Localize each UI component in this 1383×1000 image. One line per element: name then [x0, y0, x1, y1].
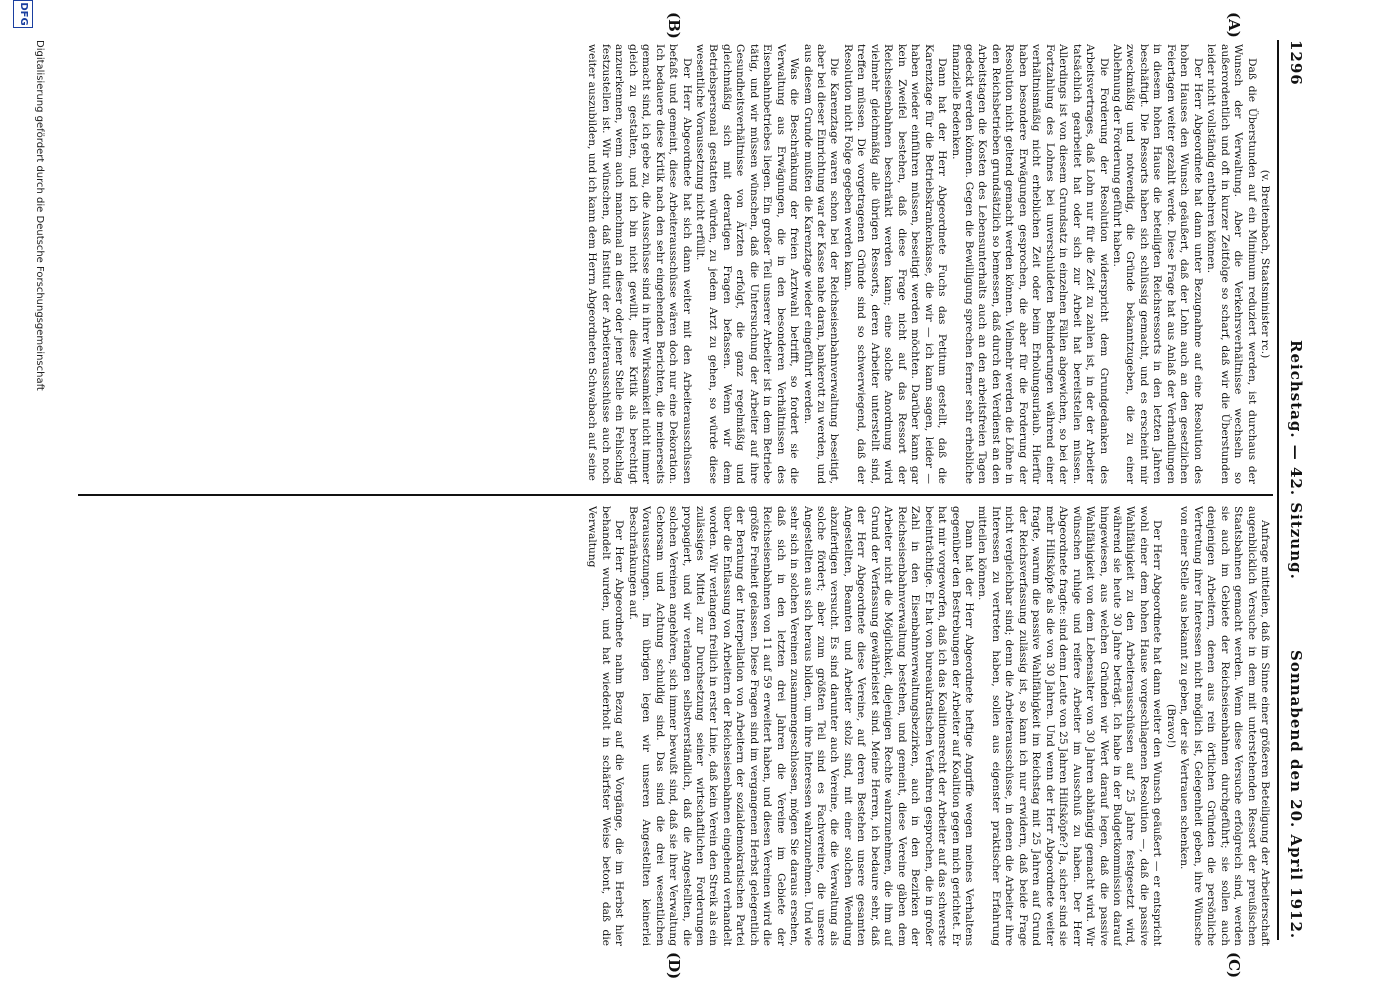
page-header	[1283, 40, 1305, 940]
left-text-column	[81, 44, 1271, 484]
paragraph: Der Herr Abgeordnete hat dann unter Bezugnahme auf eine Resolution des hohen Hauses den Wunsch geäußert, daß der Lohn auch an den gesetzlichen Feiertagen weiter gezahlt werde. Diese Frage hat aus Anlaß der Verhandlungen in diesem hohen Hause die beteiligten Reichsressorts in den letzten Jahren beschäftigt. Die Ressorts haben sich schlüssig gemacht, und es erscheint mir zweckmäßig und notwendig, die Gründe bekanntzugeben, die zu einer Ablehnung der Forderung geführt haben.	[1111, 44, 1204, 484]
dfg-logo-icon: DFG	[13, 0, 33, 28]
paragraph: Was die Beschränkung der freien Arztwahl betrifft, so fordert sie die Verwaltung aus Erwägungen, die in den besonderen Verhältnissen des Eisenbahnbetriebes liegen. Ein großer Teil unserer Arbeiter ist in dem Betriebe tätig, und wir müssen wünschen, daß die Untersuchung der Arbeiter auf ihre Gesundheitsverhältnisse von Ärzten erfolgt, die ganz regelmäßig und gleichmäßig sich mit derartigen Fragen befassen. Wenn wir dem Betriebspersonal gestatten würden, zu jedem Arzt zu gehen, so würde diese wesentliche Voraussetzung nicht erfüllt.	[693, 44, 801, 484]
digitization-credit: Digitalisierung gefördert durch die Deutsche Forschungsgemeinschaft	[34, 40, 45, 391]
paragraph: Anfrage mitteilen, daß im Sinne einer größeren Beteiligung der Arbeiterschaft augenblicklich Versuche in dem mit unterstehenden Ressort der preußischen Staatsbahnen gemacht werden. Wenn diese Versuche erfolgreich sind, werden sie auch im Gebiete der Reichseisenbahnen durchgeführt; sie sollen auch denjenigen Arbeitern, denen aus rein örtlichen Gründen die persönliche Vertretung ihrer Interessen nicht möglich ist, Gelegenheit geben, ihre Wünsche von einer Stelle aus bekannt zu geben, der sie Vertrauen schenken.	[1178, 506, 1271, 946]
right-text-column	[81, 506, 1271, 946]
paragraph: Die Forderung der Resolution widerspricht dem Grundgedanken des Arbeitsvertrages, daß Lohn nur für die Zeit zu zahlen ist, in der der Arbeiter tatsächlich gearbeitet hat oder sich zur Arbeit hat bereitstellen müssen. Allerdings ist von diesem Grundsatz in einzelnen Fällen abgewichen, so bei der Fortzahlung des Lohnes bei unverschuldeten Behinderungen während einer verhältnismäßig nicht erheblichen Zeit oder beim Erholungsurlaub. Hierfür haben besondere Erwägungen gesprochen, die aber für die Forderung der Resolution nicht geltend gemacht werden können. Vielmehr werden die Löhne in den Reichsbetrieben grundsätzlich so bemessen, daß durch den Verdienst an den Arbeitstagen die Kosten des Lebensunterhalts auch an den arbeitsfreien Tagen gedeckt werden können. Gegen die Bewilligung sprechen ferner sehr erhebliche finanzielle Bedenken.	[949, 44, 1110, 484]
paragraph: Der Herr Abgeordnete hat dann weiter den Wunsch geäußert — er entspricht wohl einer dem hohen Hause vorgeschlagenen Resolution —, daß die passive Wahlfähigkeit zu den Arbeiterausschüssen auf 25 Jahre festgesetzt wird, während sie heute 30 Jahre beträgt. Ich habe in der Budgetkommission darauf hingewiesen, aus welchen Gründen wir Wert darauf legen, daß die passive Wahlfähigkeit von dem Lebensalter von 30 Jahren abhängig gemacht wird. Wir wünschen ruhige und reifere Arbeiter im Ausschuß zu haben. Der Herr Abgeordnete fragte: sind denn Leute von 25 Jahren Hilfsköpfe? Ja, sicher sind sie mehr Hilfsköpfe als die von 30 Jahren. Und wenn der Herr Abgeordnete weiter fragte, warum die passive Wahlfähigkeit im Reichstag mit 25 Jahren auf Grund der Reichsverfassung zulässig ist, so kann ich nur erwidern, daß beide Frage nicht vergleichbar sind; denn die Arbeiterausschüsse, in denen die Arbeiter ihre Interessen zu vertreten haben, sollen aus eigenster praktischer Erfahrung mitteilen können.	[976, 506, 1164, 946]
column-divider	[78, 494, 1273, 496]
margin-marker-c: (C)	[1225, 952, 1243, 979]
interjection: (Bravo!)	[1164, 703, 1177, 749]
paragraph: Daß die Überstunden auf ein Minimum reduziert werden, ist durchaus der Wunsch der Verwaltung. Aber die Verkehrsverhältnisse wechseln so außerordentlich und oft in kurzer Zeitfolge so scharf, daß wir die Überstunden leider nicht vollständig entbehren können.	[1205, 44, 1258, 484]
speaker-attribution: (v. Breitenbach, Staatsminister rc.)	[1259, 169, 1271, 359]
paragraph: Dann hat der Herr Abgeordnete heftige Angriffe wegen meines Verhaltens gegenüber den Bestrebungen der Arbeiter auf Koalition gegen mich gerichtet. Er hat mir vorgeworfen, daß ich das Koalitionsrecht der Arbeiter auf das schwerste beeinträchtige. Er hat von bureaukratischen Verfahren gesprochen, die in großer Zahl in den Eisenbahnverwaltungsbezirken, auch in den Bezirken der Reichseisenbahnverwaltung bestehen, und gemeint, diese Vereine gäben dem Arbeiter nicht die Möglichkeit, diejenigen Rechte wahrzunehmen, die ihm auf Grund der Verfassung gewährleistet sind. Meine Herren, ich bedaure sehr, daß der Herr Abgeordnete diese Vereine, auf deren Bestehen unsere gesamten Angestellten, Beamten und Arbeiter stolz sind, mit einer solchen Wendung abzufertigen versucht. Es sind darunter auch Vereine, die die Verwaltung als solche fördert; aber zum größten Teil sind es Fachvereine, die unsere Angestellten aus sich heraus bilden, um ihre Interessen wahrzunehmen. Und wie sehr sich in solchen Vereinen zusammengeschlossen, mögen Sie daraus ersehen, daß sich in den letzten drei Jahren die Vereine im Gebiete der Reichseisenbahnen von 11 auf 59 erweitert haben, und diesen Vereinen wird die größte Freiheit gelassen. Diese Fragen sind im vergangenen Herbst gelegentlich der Beratung der Interpellation von Arbeitern der sozialdemokratischen Partei über die Entlassung von Arbeitern der Reichseisenbahnen eingehend verhandelt worden. Wir verlangen freilich in erster Linie, daß kein Verein den Streik als ein zulässiges Mittel zur Durchsetzung seiner wirtschaftlichen Forderungen propagiert, und wir verlangen selbstverständlich, daß die Angestellten, die solchen Vereinen angehören, sich immer bewußt sind, daß sie ihrer Verwaltung Gehorsam und Achtung schuldig sind. Das sind die drei wesentlichen Voraussetzungen. Im übrigen legen wir unseren Angestellten keinerlei Beschränkungen auf.	[626, 506, 976, 946]
margin-marker-b: (B)	[665, 12, 683, 39]
paragraph: Der Herr Abgeordnete hat sich dann weiter mit den Arbeiterausschüssen befaßt und gemeint, diese Arbeiterausschüsse wären doch nur eine Dekoration. Ich bedauere diese Kritik nach den sehr eingehenden Berichten, die meinerseits gemacht sind, ich gebe zu, die Ausschüsse sind in ihrer Wirksamkeit nicht immer gleich zu gestalten, und ich bin nicht gewillt, diese Kritik als berechtigt anzuerkennen, wenn auch manchmal an dieser oder jener Stelle ein Fehlschlag festzustellen ist. Wir wünschen, daß Institut der Arbeiterausschüsse auch noch weiter auszubilden, und ich kann dem Herrn Abgeordneten Schwabach auf seine	[586, 44, 693, 484]
page-title: Reichstag. — 42. Sitzung.	[1287, 340, 1305, 580]
paragraph: Die Karenztage waren schon bei der Reichseisenbahnverwaltung beseitigt, aber bei dieser Einrichtung war der Kasse nahe daran, bankerott zu werden, und aus diesem Grunde mußten die Karenztage wieder eingeführt werden.	[801, 44, 841, 484]
page-date: Sonnabend den 20. April 1912.	[1287, 650, 1305, 940]
paragraph: Dann hat der Herr Abgeordnete Fuchs das Petitum gestellt, daß die Karenztage für die Betriebskrankenkasse, die wir — ich kann sagen, leider — haben wieder einführen müssen, beseitigt werden möchten. Darüber kann gar kein Zweifel bestehen, daß diese Frage nicht auf das Ressort der Reichseisenbahnen beschränkt werden kann; eine solche Anordnung wird vielmehr gleichmäßig alle übrigen Ressorts, deren Arbeiter unterstellt sind, treffen müssen. Die vorgetragenen Gründe sind so schwerwiegend, daß der Resolution nicht Folge gegeben werden kann.	[841, 44, 949, 484]
margin-marker-a: (A)	[1225, 12, 1243, 38]
header-rule	[1277, 40, 1279, 940]
paragraph: Der Herr Abgeordnete nahm Bezug auf die Vorgänge, die im Herbst hier behandelt wurden, und hat wiederholt in schärfster Weise betont, daß die Verwaltung	[586, 506, 626, 946]
page-number: 1296	[1287, 40, 1305, 86]
margin-marker-d: (D)	[665, 952, 683, 980]
